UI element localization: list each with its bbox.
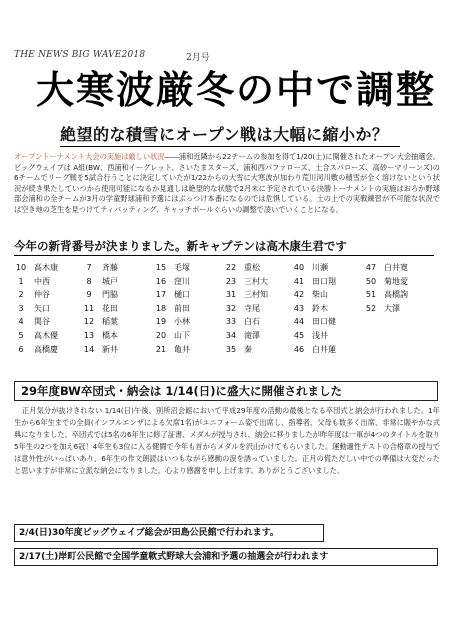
jersey-number: 42 [293, 290, 305, 300]
jersey-number: 5 [18, 331, 24, 340]
player-name: 白石 [244, 317, 260, 327]
player-name: 滝澤 [244, 331, 260, 340]
player-name: 重松 [244, 263, 260, 272]
jersey-number: 31 [225, 290, 237, 300]
jersey-number: 3 [18, 303, 24, 313]
jersey-number: 20 [155, 331, 167, 340]
jersey-number: 47 [365, 263, 377, 272]
subheadline: 絶望的な積雪にオープン戦は大幅に縮小か？ [60, 125, 389, 144]
jersey-number: 10 [15, 263, 27, 272]
jersey-number: 18 [155, 303, 167, 313]
player-name: 斉藤 [102, 263, 118, 272]
roster-row [14, 330, 440, 341]
graduation-title-box [14, 381, 438, 401]
notice-lottery: 2/17(土)岸町公民館で全国学童軟式野球大会浦和予選の抽選会が行われます [19, 552, 329, 562]
player-name: 大澤 [384, 303, 400, 313]
roster-row [14, 262, 440, 273]
jersey-number: 34 [225, 331, 237, 340]
notice-general-meeting: 2/4(日)30年度ビッグウェイブ総会が田島公民館で行われます。 [19, 528, 279, 538]
player-name: 亀井 [174, 344, 190, 354]
player-name: 橋本 [102, 331, 118, 340]
player-name: 山下 [174, 331, 190, 340]
player-name: 菊地愛 [384, 276, 408, 286]
roster-row [14, 289, 440, 300]
jersey-number: 9 [86, 290, 92, 300]
player-name: 高橋詢 [384, 290, 408, 300]
player-name: 花田 [102, 303, 118, 313]
jersey-number: 8 [86, 276, 92, 286]
article-text: ――浦和近隣から22チームの参加を得て1/20(土)に開催されたオープン大会抽選会。ビッグウェイブは A組(BW、西浦和イーグレット、さいたまスターズ、浦和西パファローズ、土合スパローズ、高砂ーマリーンズ)の6チームでリーグ戦を5試合行うことに決定していたが1/22からの大雪に大寒波が加わり荒川河川敷の積雪が全く溶けないという状況が続き果たしていつから使用可能になるか見通しは絶望的な状態で2月末に予定されている決勝トーナメントの実施はおろか野球部会浦和の全チームが3月の学童野球浦和予選にはぶっつけ本番になるのでは危惧している。土の上での実戦練習が不可能な状況では空き地の芝生を見つけてティバッティング、キャッチボールぐらいの調整で凌いでいくことになる。 [14, 152, 440, 214]
issue-month: 2月号 [186, 53, 210, 63]
jersey-number: 44 [293, 317, 305, 327]
player-name: 田口翔 [312, 276, 336, 286]
player-name: 樋口 [174, 290, 190, 300]
jersey-number: 46 [293, 344, 305, 354]
jersey-number: 21 [155, 344, 167, 354]
player-name: 秦 [244, 344, 252, 354]
jersey-number: 45 [293, 331, 305, 340]
article-intro: オープントーナメント大会の実施は厳しい状況 [14, 152, 165, 161]
player-name: 前田 [174, 303, 190, 313]
player-name: 中西 [34, 276, 50, 286]
jersey-number: 22 [225, 263, 237, 272]
jersey-number: 6 [18, 344, 24, 354]
roster-row [14, 344, 440, 355]
player-name: 稲葉 [102, 317, 118, 327]
jersey-number: 1 [18, 276, 24, 286]
jersey-number: 33 [225, 317, 237, 327]
player-name: 寺尾 [244, 303, 260, 313]
graduation-title: 29年度BW卒団式・納会は 1/14(日)に盛大に開催されました [21, 384, 343, 398]
player-name: 高木康 [34, 263, 58, 272]
player-name: 田口健 [312, 317, 336, 327]
jersey-number: 43 [293, 303, 305, 313]
player-name: 高木優 [34, 331, 58, 340]
player-name: 窪川 [174, 276, 190, 286]
roster-title-underline [14, 255, 434, 256]
player-name: 毛塚 [174, 263, 190, 272]
jersey-number: 23 [225, 276, 237, 286]
jersey-number: 11 [83, 303, 95, 313]
jersey-number: 17 [155, 290, 167, 300]
player-name: 三村知 [244, 290, 268, 300]
jersey-number: 50 [365, 276, 377, 286]
player-name: 高橋慶 [34, 344, 58, 354]
subheadline-underline [60, 146, 400, 147]
jersey-number: 35 [225, 344, 237, 354]
masthead: THE NEWS BIG WAVE2018 [14, 50, 146, 60]
jersey-number: 7 [86, 263, 92, 272]
player-name: 白井蓮 [312, 344, 336, 354]
jersey-number: 41 [293, 276, 305, 286]
jersey-number: 12 [83, 317, 95, 327]
roster-row [14, 276, 440, 287]
headline: 大寒波厳冬の中で調整 [36, 68, 437, 112]
roster-row [14, 303, 440, 314]
player-name: 仲谷 [34, 290, 50, 300]
jersey-number: 51 [365, 290, 377, 300]
article-body [14, 152, 440, 215]
roster-title: 今年の新背番号が決まりました。新キャプテンは高木康生君です [14, 239, 347, 253]
player-name: 城戸 [102, 276, 118, 286]
player-name: 浅井 [312, 331, 328, 340]
player-name: 小林 [174, 317, 190, 327]
player-name: 三村大 [244, 276, 268, 286]
player-name: 矢口 [34, 303, 50, 313]
jersey-number: 13 [83, 331, 95, 340]
notice-box-lottery [14, 548, 438, 566]
jersey-number: 15 [155, 263, 167, 272]
jersey-number: 16 [155, 276, 167, 286]
jersey-number: 14 [83, 344, 95, 354]
player-name: 新井 [102, 344, 118, 354]
roster-row [14, 316, 440, 327]
jersey-number: 2 [18, 290, 24, 300]
graduation-report: 正月気分が抜けきれない 1/14(日)午後、別所沼会館において平成29年度の活動の最後となる卒団式と納会が行われました。1年生から6年生までの全員(インフルエンザによる欠席1名)がユニフォーム姿で出席し、指導者、父母も数多く出席、非常に賑やかな式典になりました。卒団式では5名の6年生に修了証書、メダルが授与され、納会に移りましたが昨年度は一軍が4つのタイトルを取り5年生の2つを加え6冠！4年生も3位に入る健闘で今年も首からメダルを沢山かけてもらいました。運動適性テストの合格章の授与では意外性がいっぱいあり、6年生の作文朗読はいつもながら感動の涙を誘っていました。正月の慌ただしい中での準備は大変だったと思いますが非常に立派な納会になりました。心より感謝を申し上げます。ありがとうございました。 [14, 406, 440, 475]
notice-box-general-meeting [14, 524, 324, 542]
jersey-number: 4 [18, 317, 24, 327]
player-name: 白井寛 [384, 263, 408, 272]
player-name: 川瀬 [312, 263, 328, 272]
jersey-number: 40 [293, 263, 305, 272]
player-name: 関谷 [34, 317, 50, 327]
jersey-number: 32 [225, 303, 237, 313]
jersey-number: 52 [365, 303, 377, 313]
player-name: 鈴木 [312, 303, 328, 313]
jersey-number: 19 [155, 317, 167, 327]
player-name: 門脇 [102, 290, 118, 300]
player-name: 柴山 [312, 290, 328, 300]
